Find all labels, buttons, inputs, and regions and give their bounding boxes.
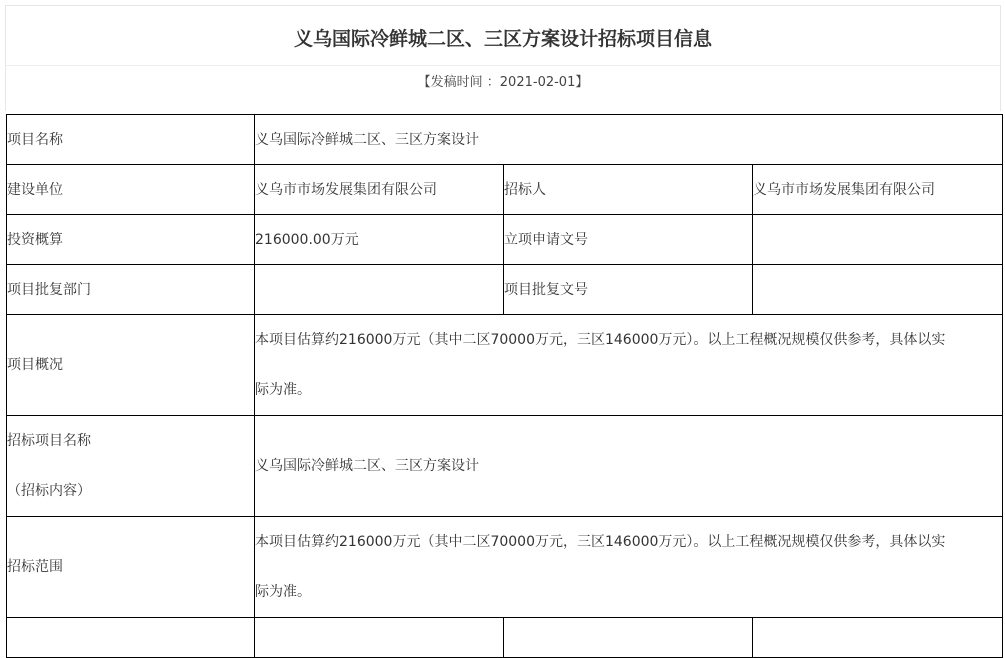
row-project-name	[7, 115, 1003, 165]
value-project-name: 义乌国际冷鲜城二区、三区方案设计	[255, 115, 1003, 165]
label-approval-department: 项目批复部门	[7, 265, 255, 315]
bid-name-label-line-2: （招标内容）	[7, 483, 91, 499]
label-project-application-no: 立项申请文号	[504, 215, 753, 265]
label-overview: 项目概况	[7, 315, 255, 416]
overview-line-2: 际为准。	[255, 382, 311, 398]
label-bid-scope: 招标范围	[7, 517, 255, 618]
cell-partial-3	[504, 618, 753, 658]
row-investment	[7, 215, 1003, 265]
row-bid-scope	[7, 517, 1003, 618]
bid-scope-line-2: 际为准。	[255, 584, 311, 600]
cell-partial-2	[255, 618, 504, 658]
page-title: 义乌国际冷鲜城二区、三区方案设计招标项目信息	[293, 28, 712, 50]
label-investment: 投资概算	[7, 215, 255, 265]
value-bid-scope	[255, 517, 1003, 618]
value-tenderer: 义乌市市场发展集团有限公司	[753, 165, 1003, 215]
value-overview	[255, 315, 1003, 416]
bid-name-label-line-1: 招标项目名称	[7, 433, 91, 449]
value-bid-name: 义乌国际冷鲜城二区、三区方案设计	[255, 416, 1003, 517]
label-bid-name	[7, 416, 255, 517]
row-builder	[7, 165, 1003, 215]
value-approval-department	[255, 265, 504, 315]
value-approval-no	[753, 265, 1003, 315]
title-header	[5, 5, 1001, 65]
row-overview	[7, 315, 1003, 416]
value-project-application-no	[753, 215, 1003, 265]
bid-scope-line-1: 本项目估算约216000万元（其中二区70000万元，三区146000万元）。以上工程概况规模仅供参考，具体以实	[255, 534, 946, 550]
value-builder: 义乌市市场发展集团有限公司	[255, 165, 504, 215]
label-approval-no: 项目批复文号	[504, 265, 753, 315]
value-investment: 216000.00万元	[255, 215, 504, 265]
cell-partial-4	[753, 618, 1003, 658]
row-next-partial	[7, 618, 1003, 658]
project-info-table	[6, 114, 1003, 658]
label-project-name: 项目名称	[7, 115, 255, 165]
cell-partial-1	[7, 618, 255, 658]
label-tenderer: 招标人	[504, 165, 753, 215]
label-builder: 建设单位	[7, 165, 255, 215]
publish-date: 【发稿时间 ：2021-02-01】	[5, 65, 1001, 111]
row-approval	[7, 265, 1003, 315]
row-bid-name	[7, 416, 1003, 517]
overview-line-1: 本项目估算约216000万元（其中二区70000万元，三区146000万元）。以上工程概况规模仅供参考，具体以实	[255, 332, 946, 348]
